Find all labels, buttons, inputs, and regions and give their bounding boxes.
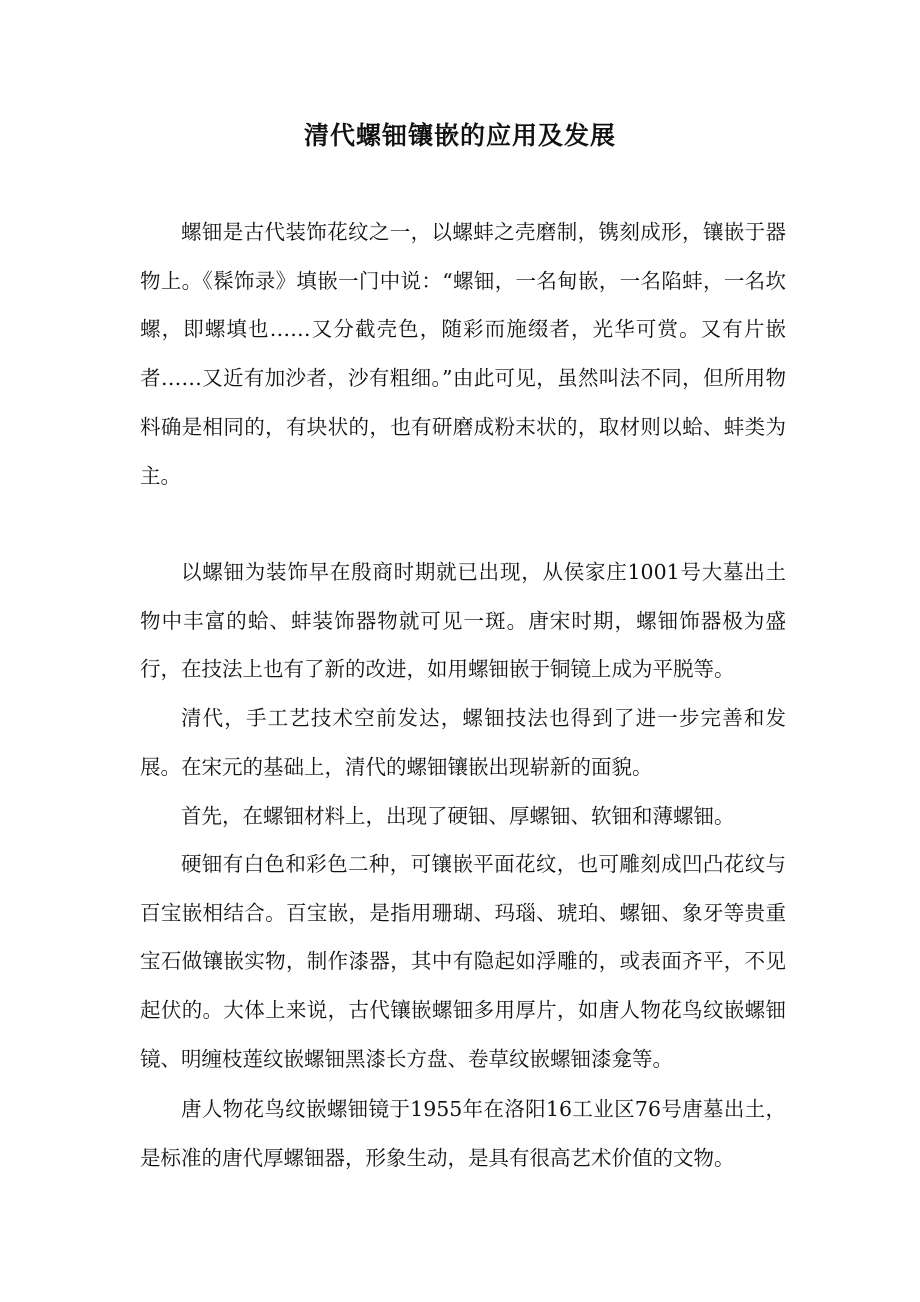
paragraph-1: 螺钿是古代装饰花纹之一，以螺蚌之壳磨制，镌刻成形，镶嵌于器物上。《髹饰录》填嵌一门中说：“螺钿，一名甸嵌，一名陷蚌，一名坎螺，即螺填也……又分截壳色，随彩而施缀者，光华可赏。又有片嵌者……又近有加沙者，沙有粗细。”由此可见，虽然叫法不同，但所用物料确是相同的，有块状的，也有研磨成粉末状的，取材则以蛤、蚌类为主。 [140,220,786,488]
paragraph-4: 首先，在螺钿材料上，出现了硬钿、厚螺钿、软钿和薄螺钿。 [181,804,735,828]
paragraph-5: 硬钿有白色和彩色二种，可镶嵌平面花纹，也可雕刻成凹凸花纹与百宝嵌相结合。百宝嵌，是指用珊瑚、玛瑙、琥珀、螺钿、象牙等贵重宝石做镶嵌实物，制作漆器，其中有隐起如浮雕的，或表面齐平，不见起伏的。大体上来说，古代镶嵌螺钿多用厚片，如唐人物花鸟纹嵌螺钿镜、明缠枝莲纹嵌螺钿黑漆长方盘、卷草纹嵌螺钿漆龛等。 [140,852,786,1071]
paragraph-2: 以螺钿为装饰早在殷商时期就已出现，从侯家庄1001号大墓出土物中丰富的蛤、蚌装饰器物就可见一斑。唐宋时期，螺钿饰器极为盛行，在技法上也有了新的改进，如用螺钿嵌于铜镜上成为平脱等。 [140,560,786,682]
paragraph-6: 唐人物花鸟纹嵌螺钿镜于1955年在洛阳16工业区76号唐墓出土，是标准的唐代厚螺钿器，形象生动，是具有很高艺术价值的文物。 [140,1097,786,1170]
page-title: 清代螺钿镶嵌的应用及发展 [303,121,616,150]
paragraph-3: 清代，手工艺技术空前发达，螺钿技法也得到了进一步完善和发展。在宋元的基础上，清代的螺钿镶嵌出现崭新的面貌。 [140,706,786,779]
